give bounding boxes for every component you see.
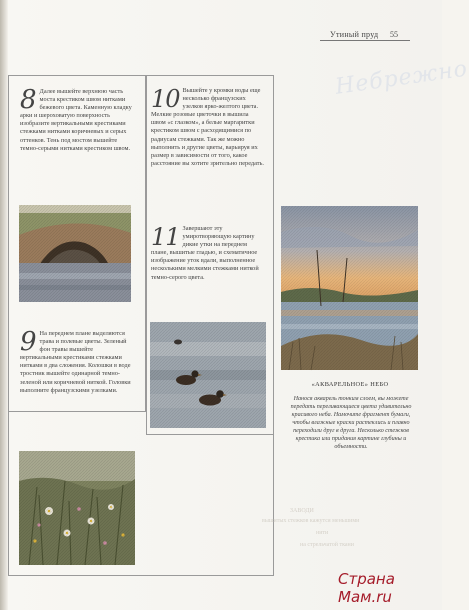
- header-rule: [320, 40, 410, 41]
- watermark-text: Страна Мам: [338, 570, 395, 606]
- decorative-script-title: Небрежно: [333, 56, 469, 100]
- bleed-through-text-2: вышитых стежков кажутся меньшими: [262, 518, 360, 524]
- bleed-through-text-4: на стрельчатой ткани: [300, 542, 354, 548]
- step-8-text: Далее вышейте верхнюю часть моста крестиком швом нитками бежевого цвета. Каменную кладку арки и шероховатую поверхность изобразите вертикальными крестиками стежками нитками коричневых и серых оттенков. Тень под мостом вышейте темно-серыми нитками крестиком швом.: [20, 88, 132, 152]
- bleed-through-text-1: ЗАВОДИ: [290, 508, 314, 514]
- step-10: [151, 87, 264, 168]
- step-9-number: 9: [20, 327, 37, 357]
- step-8-number: 8: [20, 85, 37, 115]
- caption-text: Нанося акварель тонким слоем, вы можете передать переливающиеся цвета удивительно красивого неба. Намочите фрагмент бумаги, чтобы влажные краски растеклись и плавно переходили друг в друга. Несколько стежков крестика или придания картине глубины и объемности.: [290, 396, 412, 450]
- embroidery-photo-bridge: [19, 205, 131, 302]
- step-8: [20, 85, 136, 153]
- running-head: Утиный пруд: [330, 30, 379, 39]
- step-10-number: 10: [151, 85, 180, 113]
- site-watermark: [338, 570, 442, 606]
- embroidery-photo-ducks: [150, 322, 266, 428]
- watermark-domain: .ru: [371, 588, 392, 606]
- caption-title: «АКВАРЕЛЬНОЕ» НЕБО: [311, 381, 389, 388]
- step-10-text: Вышейте у кромки воды еще несколько французских узелков ярко-желтого цвета. Мелкие розовые цветочки в вышила швом «с глазком», а белые маргаритки крестиком швом с расходящимися по радиусам стежками. Так же можно выполнить и другие цветы, варьируя их размер в зависимости от того, какое расстояние вы хотите зрительно передать.: [151, 87, 264, 167]
- step-9-text: На переднем плане выделяются трава и полевые цветы. Зеленый фон травы вышейте вертикальными крестиками стежками нитками в два сложения. Колошки в воде тростник вышейте одинарной темно-зеленой или коричневой ниткой. Головки выполните французскими узелками.: [20, 330, 131, 394]
- embroidery-photo-flowers: [19, 451, 135, 565]
- page-number: 55: [390, 30, 398, 39]
- book-gutter: [0, 0, 8, 610]
- bleed-through-text-3: нити: [316, 530, 329, 536]
- embroidery-photo-landscape: [281, 206, 418, 370]
- step-11-text: Завершают эту умиротворяющую картину дикие утки на переднем плане, вышитые гладью, и схематичное изображение уток вдали, выполненное несколькими мелкими стежками ниткой темно-серого цвета.: [151, 225, 259, 281]
- step-9: [20, 327, 136, 395]
- step-11: [151, 225, 264, 282]
- step-11-number: 11: [151, 223, 180, 251]
